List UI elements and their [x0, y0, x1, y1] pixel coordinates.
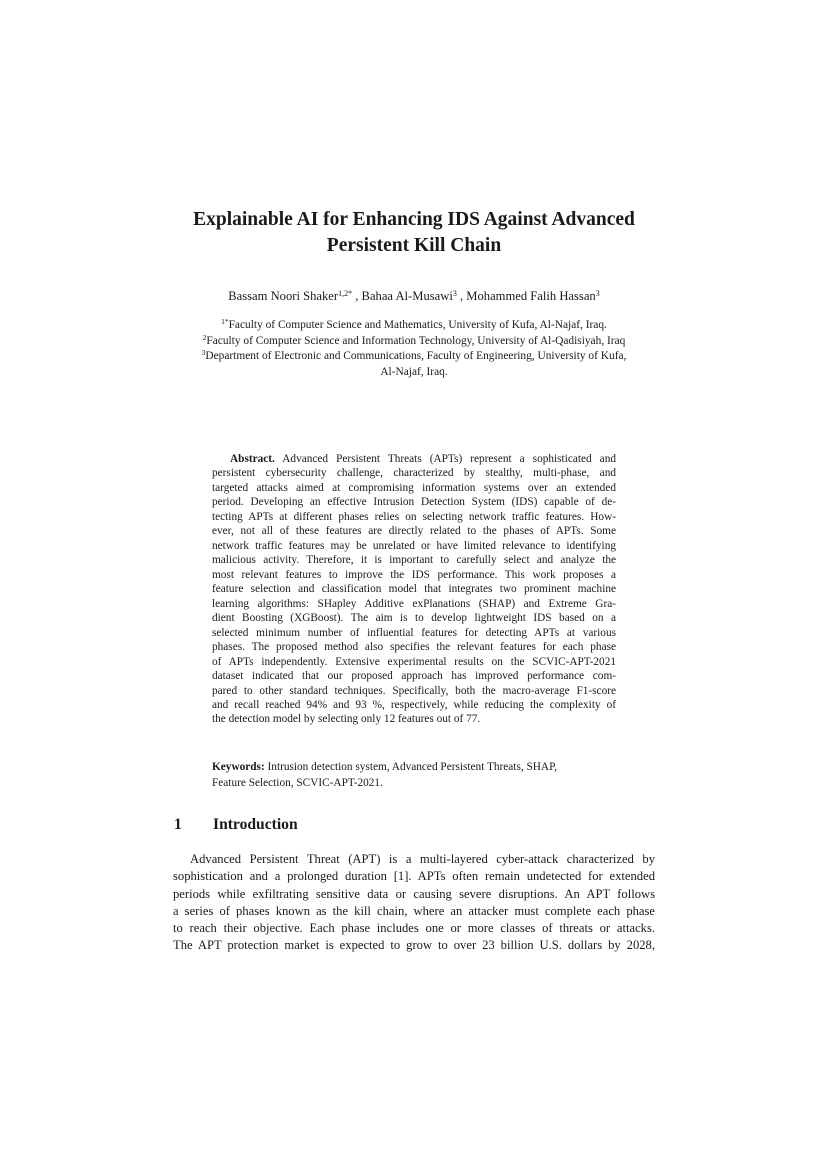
body-line: periods while exfiltrating sensitive data or causing severe disruptions. An APT follows [173, 886, 655, 901]
abstract-line: and recall reached 94% and 93 %, respectively, while reducing the complexity of [212, 698, 616, 711]
abstract-line: persistent cybersecurity challenge, characterized by stealthy, multi-phase, and [212, 467, 616, 480]
abstract-line: dataset indicated that our proposed approach has improved performance com- [212, 670, 616, 683]
section-title: Introduction [213, 816, 298, 833]
body-line: The APT protection market is expected to grow to over 23 billion U.S. dollars by 2028, [173, 938, 655, 953]
abstract-line: malicious activity. Therefore, it is important to carefully select and analyze the [212, 554, 616, 567]
abstract-line: of APTs independently. Extensive experimental results on the SCVIC-APT-2021 [212, 655, 616, 668]
abstract-line: Abstract. Advanced Persistent Threats (APTs) represent a sophisticated and [230, 453, 616, 465]
body-line: sophistication and a prolonged duration [1]. APTs often remain undetected for extended [173, 869, 655, 884]
author-affiliation-mark: 1,2* [338, 289, 353, 298]
abstract-line: feature selection and classification model that integrates two prominent machine [212, 583, 616, 596]
abstract-line: network traffic features may be unrelated or have limited relevance to identifying [212, 539, 616, 552]
affiliation-line [150, 365, 678, 381]
body-line: to reach their objective. Each phase includes one or more classes of threats or attacks. [173, 921, 655, 936]
abstract-line: dient Boosting (XGBoost). The aim is to develop lightweight IDS based on a [212, 612, 616, 625]
abstract-line: learning algorithms: SHapley Additive exPlanations (SHAP) and Extreme Gra- [212, 597, 616, 610]
affiliation-mark: 1* [221, 317, 229, 326]
author-name: Mohammed Falih Hassan [466, 289, 596, 303]
affiliation-line [150, 349, 678, 365]
abstract-line: ever, not all of these features are directly related to the phases of APTs. Some [212, 525, 616, 538]
author-name: Bahaa Al-Musawi [361, 289, 453, 303]
title-line-1: Explainable AI for Enhancing IDS Against Advanced [193, 209, 635, 230]
keywords [212, 760, 616, 791]
affiliation-mark: 3 [201, 348, 206, 358]
author-affiliation-mark: 3 [595, 289, 600, 298]
author-affiliation-mark: 3 [452, 289, 457, 298]
abstract [212, 452, 616, 727]
affiliation-text: Faculty of Computer Science and Mathematics, University of Kufa, Al-Najaf, Iraq. [228, 319, 607, 331]
abstract-line: pared to other standard techniques. Specifically, both the macro-average F1-score [212, 684, 616, 697]
paper-title [150, 207, 678, 259]
abstract-line: phases. The proposed method also specifies the relevant features for each phase [212, 641, 616, 654]
abstract-line: targeted attacks aimed at compromising information systems over an extended [212, 481, 616, 494]
abstract-label: Abstract. [230, 453, 275, 465]
body-line: a series of phases known as the kill chain, where an attacker must complete each phase [173, 903, 655, 918]
abstract-line: period. Developing an effective Intrusion Detection System (IDS) capable of de- [212, 496, 616, 509]
abstract-line: most relevant features to improve the IDS performance. This work proposes a [212, 568, 616, 581]
section-body [173, 851, 655, 955]
title-line-2: Persistent Kill Chain [326, 235, 502, 256]
author-list: Bassam Noori Shaker$^{1,2*}$ , Bahaa Al-Musawi$^3$ , Mohammed Falih Hassan$^3$ [228, 289, 600, 303]
section-heading [174, 815, 654, 835]
affiliations [150, 318, 678, 380]
affiliation-text: Al-Najaf, Iraq. [380, 365, 448, 378]
affiliation-line [150, 334, 678, 350]
abstract-line: tecting APTs at different phases relies on selecting network traffic features. How- [212, 510, 616, 523]
section-number: 1 [174, 816, 182, 833]
abstract-line: selected minimum number of influential features for detecting APTs at various [212, 626, 616, 639]
keywords-line: Feature Selection, SCVIC-APT-2021. [212, 776, 383, 789]
affiliation-line [150, 318, 678, 334]
affiliation-text: Department of Electronic and Communications, Faculty of Engineering, University of Kufa, [205, 350, 627, 363]
affiliation-text: Faculty of Computer Science and Information Technology, University of Al-Qadisiyah, Iraq [206, 334, 626, 347]
keywords-line: Keywords: Intrusion detection system, Advanced Persistent Threats, SHAP, [212, 761, 557, 773]
keywords-label: Keywords: [212, 761, 265, 773]
author-name: Bassam Noori Shaker [228, 289, 339, 303]
body-line: Advanced Persistent Threat (APT) is a multi-layered cyber-attack characterized by [190, 852, 655, 866]
abstract-line: the detection model by selecting only 12 features out of 77. [212, 713, 481, 726]
affiliation-mark: 2 [202, 332, 207, 342]
